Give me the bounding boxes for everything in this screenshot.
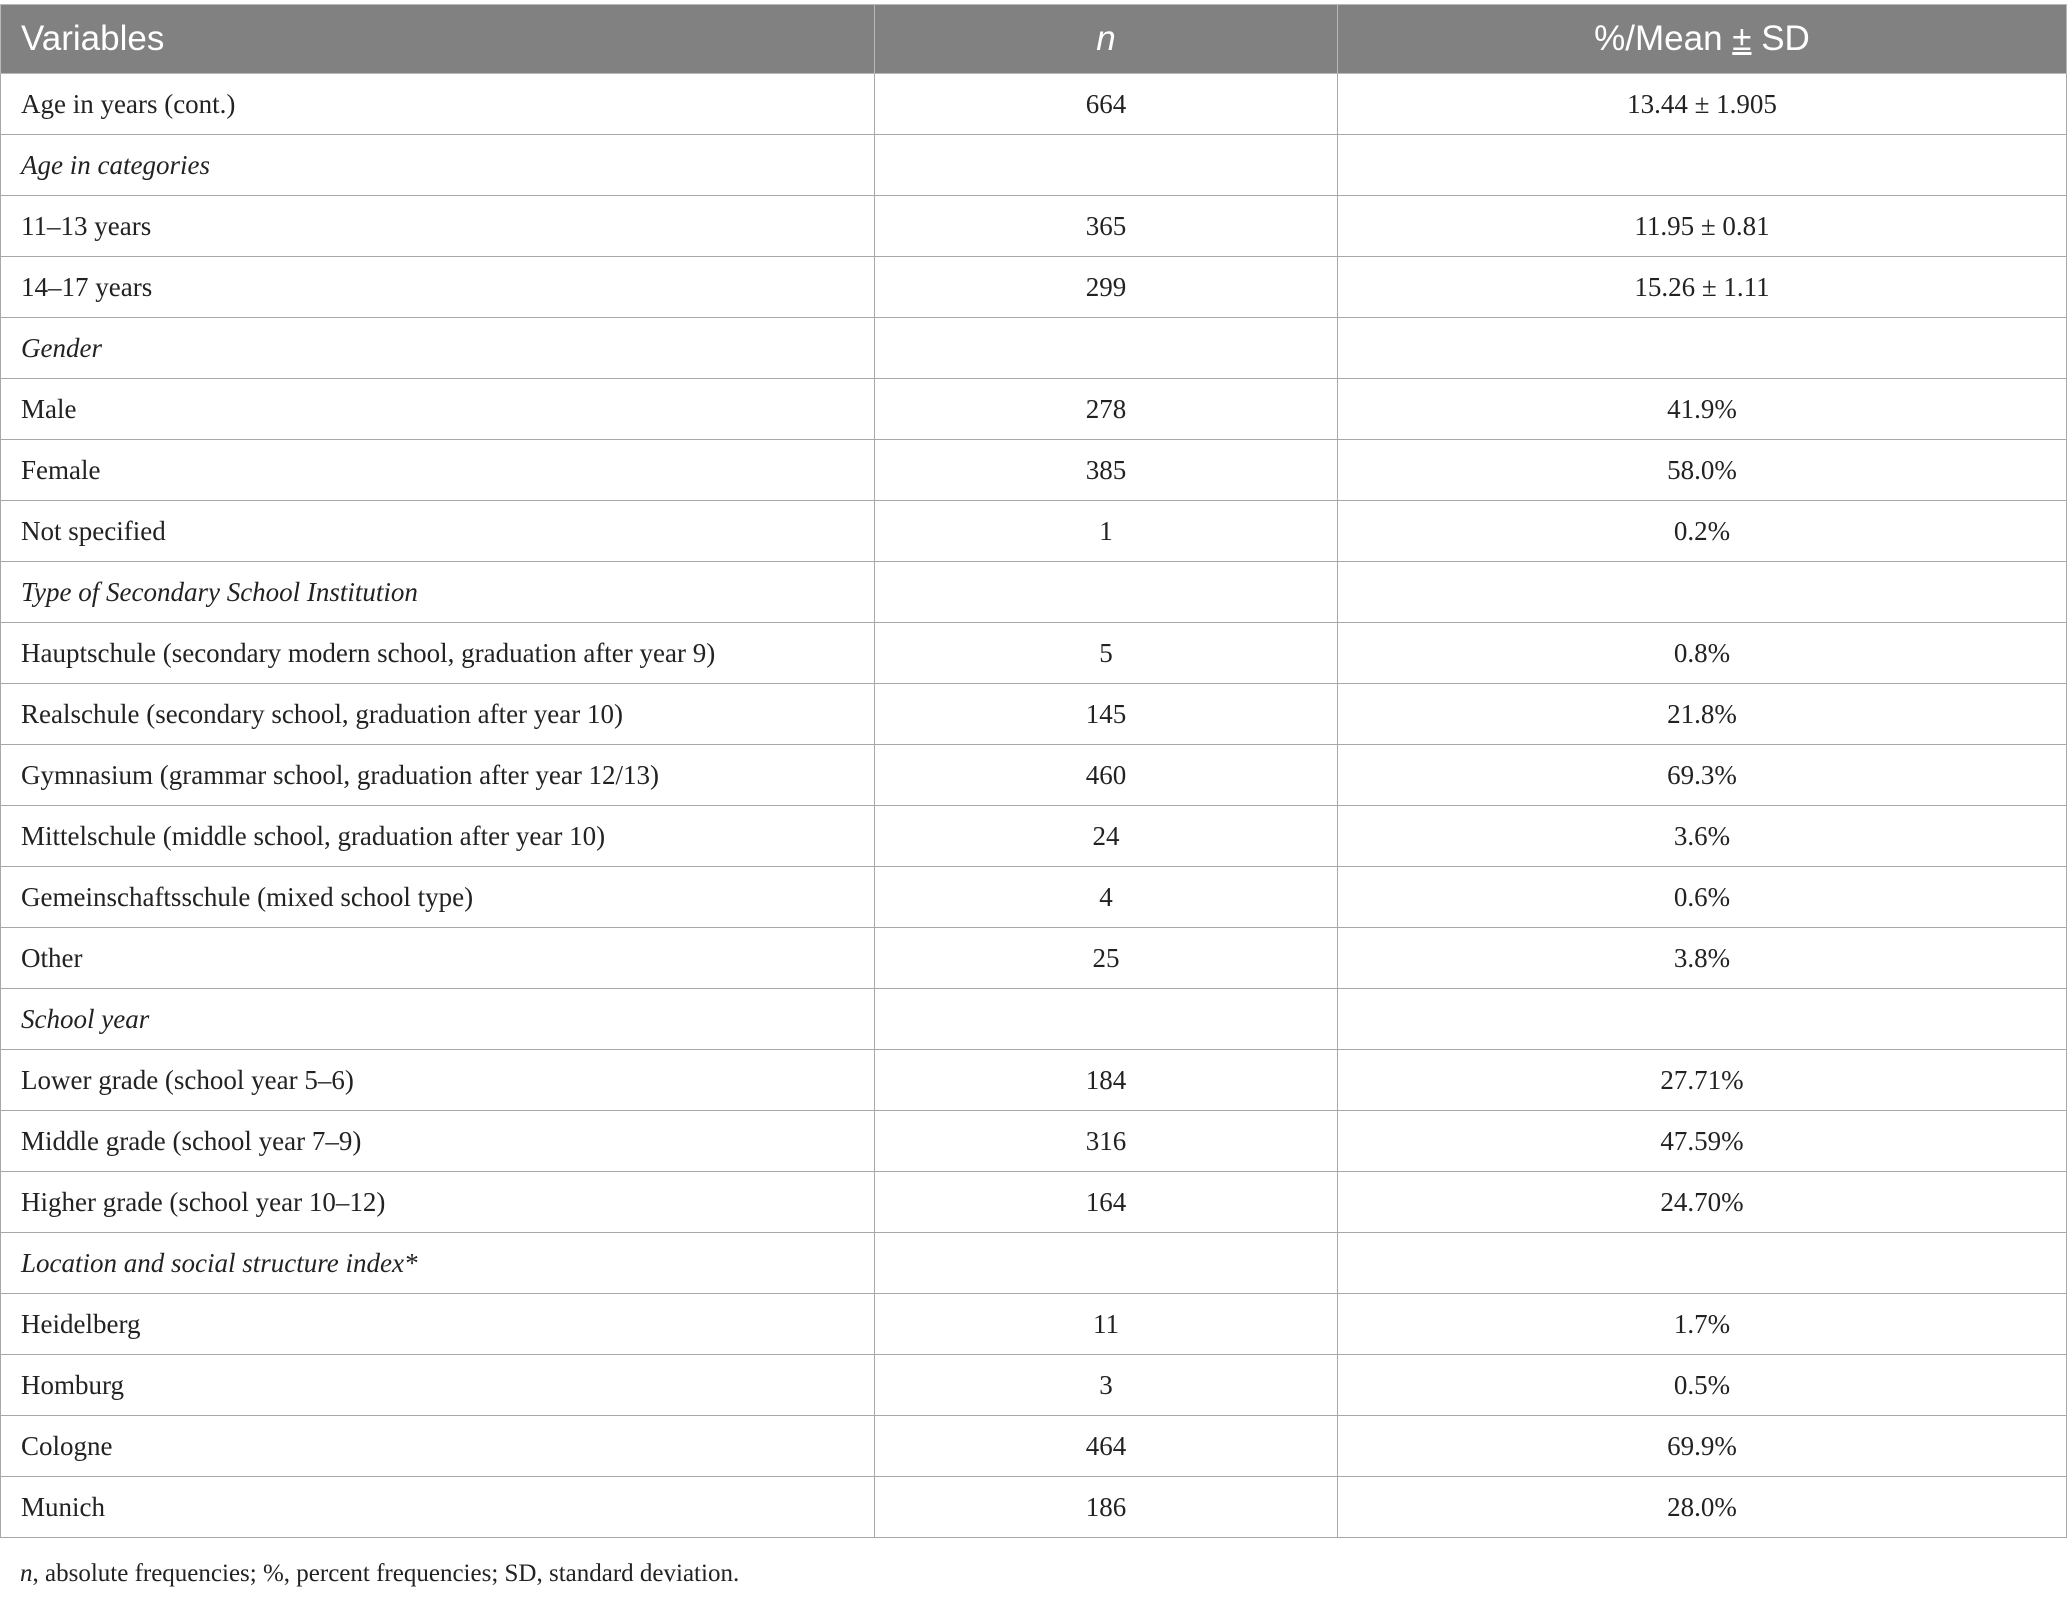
variable-label: Lower grade (school year 5–6): [1, 1050, 875, 1111]
statistic-cell: [1338, 318, 2067, 379]
n-cell: 3: [875, 1355, 1338, 1416]
table-row: [1, 1416, 2067, 1477]
variable-label: Hauptschule (secondary modern school, graduation after year 9): [1, 623, 875, 684]
n-cell: 11: [875, 1294, 1338, 1355]
table-row: [1, 440, 2067, 501]
n-cell: 145: [875, 684, 1338, 745]
statistic-cell: [1338, 135, 2067, 196]
variable-label: Gymnasium (grammar school, graduation after year 12/13): [1, 745, 875, 806]
n-cell: 164: [875, 1172, 1338, 1233]
variable-label: 11–13 years: [1, 196, 875, 257]
header-variables: Variables: [1, 5, 875, 74]
variable-label: 14–17 years: [1, 257, 875, 318]
variable-label: Age in years (cont.): [1, 74, 875, 135]
n-cell: 460: [875, 745, 1338, 806]
variable-label: Homburg: [1, 1355, 875, 1416]
table-row: [1, 1050, 2067, 1111]
variable-label: Other: [1, 928, 875, 989]
statistic-cell: 21.8%: [1338, 684, 2067, 745]
n-cell: 664: [875, 74, 1338, 135]
n-cell: 278: [875, 379, 1338, 440]
header-row: [1, 5, 2067, 74]
statistic-cell: 3.8%: [1338, 928, 2067, 989]
section-label: Gender: [1, 318, 875, 379]
section-row: [1, 318, 2067, 379]
statistic-cell: 0.2%: [1338, 501, 2067, 562]
statistic-cell: 1.7%: [1338, 1294, 2067, 1355]
n-cell: [875, 989, 1338, 1050]
n-cell: 1: [875, 501, 1338, 562]
table-body: [1, 74, 2067, 1538]
statistic-cell: [1338, 1233, 2067, 1294]
n-cell: 365: [875, 196, 1338, 257]
statistic-cell: 69.3%: [1338, 745, 2067, 806]
variable-label: Heidelberg: [1, 1294, 875, 1355]
footnote-n-symbol: n: [20, 1560, 33, 1587]
variable-label: Female: [1, 440, 875, 501]
section-row: [1, 989, 2067, 1050]
table-row: [1, 928, 2067, 989]
variable-label: Cologne: [1, 1416, 875, 1477]
n-cell: 4: [875, 867, 1338, 928]
table-row: [1, 74, 2067, 135]
n-cell: 24: [875, 806, 1338, 867]
table-row: [1, 257, 2067, 318]
table-row: [1, 806, 2067, 867]
statistic-cell: 0.8%: [1338, 623, 2067, 684]
variable-label: Munich: [1, 1477, 875, 1538]
statistic-cell: [1338, 989, 2067, 1050]
statistic-cell: 24.70%: [1338, 1172, 2067, 1233]
statistic-cell: 28.0%: [1338, 1477, 2067, 1538]
section-label: Location and social structure index*: [1, 1233, 875, 1294]
header-n: [875, 5, 1338, 74]
n-cell: 299: [875, 257, 1338, 318]
table-row: [1, 1111, 2067, 1172]
table-row: [1, 379, 2067, 440]
table-row: [1, 1477, 2067, 1538]
n-cell: [875, 135, 1338, 196]
statistic-cell: [1338, 562, 2067, 623]
statistic-cell: 41.9%: [1338, 379, 2067, 440]
section-label: Type of Secondary School Institution: [1, 562, 875, 623]
statistic-cell: 69.9%: [1338, 1416, 2067, 1477]
table-row: [1, 196, 2067, 257]
n-cell: 184: [875, 1050, 1338, 1111]
table-row: [1, 623, 2067, 684]
statistic-cell: 0.5%: [1338, 1355, 2067, 1416]
n-cell: [875, 318, 1338, 379]
header-n-label: n: [1096, 19, 1116, 58]
statistic-cell: 15.26 ± 1.11: [1338, 257, 2067, 318]
statistic-cell: 47.59%: [1338, 1111, 2067, 1172]
footnote-text: , absolute frequencies; %, percent frequencies; SD, standard deviation.: [32, 1560, 740, 1587]
n-cell: 5: [875, 623, 1338, 684]
n-cell: 316: [875, 1111, 1338, 1172]
table-footnote: [20, 1560, 739, 1588]
variable-label: Gemeinschaftsschule (mixed school type): [1, 867, 875, 928]
variable-label: Higher grade (school year 10–12): [1, 1172, 875, 1233]
section-label: Age in categories: [1, 135, 875, 196]
statistic-cell: 58.0%: [1338, 440, 2067, 501]
n-cell: 186: [875, 1477, 1338, 1538]
header-statistic: [1338, 5, 2067, 74]
table-row: [1, 684, 2067, 745]
demographics-table: [0, 4, 2067, 1538]
statistic-cell: 13.44 ± 1.905: [1338, 74, 2067, 135]
variable-label: Not specified: [1, 501, 875, 562]
n-cell: [875, 1233, 1338, 1294]
section-row: [1, 562, 2067, 623]
table-row: [1, 501, 2067, 562]
header-stat-suffix: SD: [1751, 19, 1810, 58]
statistic-cell: 0.6%: [1338, 867, 2067, 928]
table-row: [1, 1355, 2067, 1416]
section-label: School year: [1, 989, 875, 1050]
n-cell: 464: [875, 1416, 1338, 1477]
variable-label: Male: [1, 379, 875, 440]
table-row: [1, 1172, 2067, 1233]
statistic-cell: 3.6%: [1338, 806, 2067, 867]
section-row: [1, 1233, 2067, 1294]
n-cell: 25: [875, 928, 1338, 989]
table-row: [1, 745, 2067, 806]
table-row: [1, 1294, 2067, 1355]
variable-label: Middle grade (school year 7–9): [1, 1111, 875, 1172]
variable-label: Realschule (secondary school, graduation after year 10): [1, 684, 875, 745]
demographics-table-container: [0, 4, 2066, 1538]
header-stat-prefix: %/Mean: [1594, 19, 1733, 58]
n-cell: [875, 562, 1338, 623]
section-row: [1, 135, 2067, 196]
table-header: [1, 5, 2067, 74]
statistic-cell: 27.71%: [1338, 1050, 2067, 1111]
table-row: [1, 867, 2067, 928]
header-stat-pm: ±: [1732, 19, 1752, 58]
variable-label: Mittelschule (middle school, graduation after year 10): [1, 806, 875, 867]
n-cell: 385: [875, 440, 1338, 501]
statistic-cell: 11.95 ± 0.81: [1338, 196, 2067, 257]
